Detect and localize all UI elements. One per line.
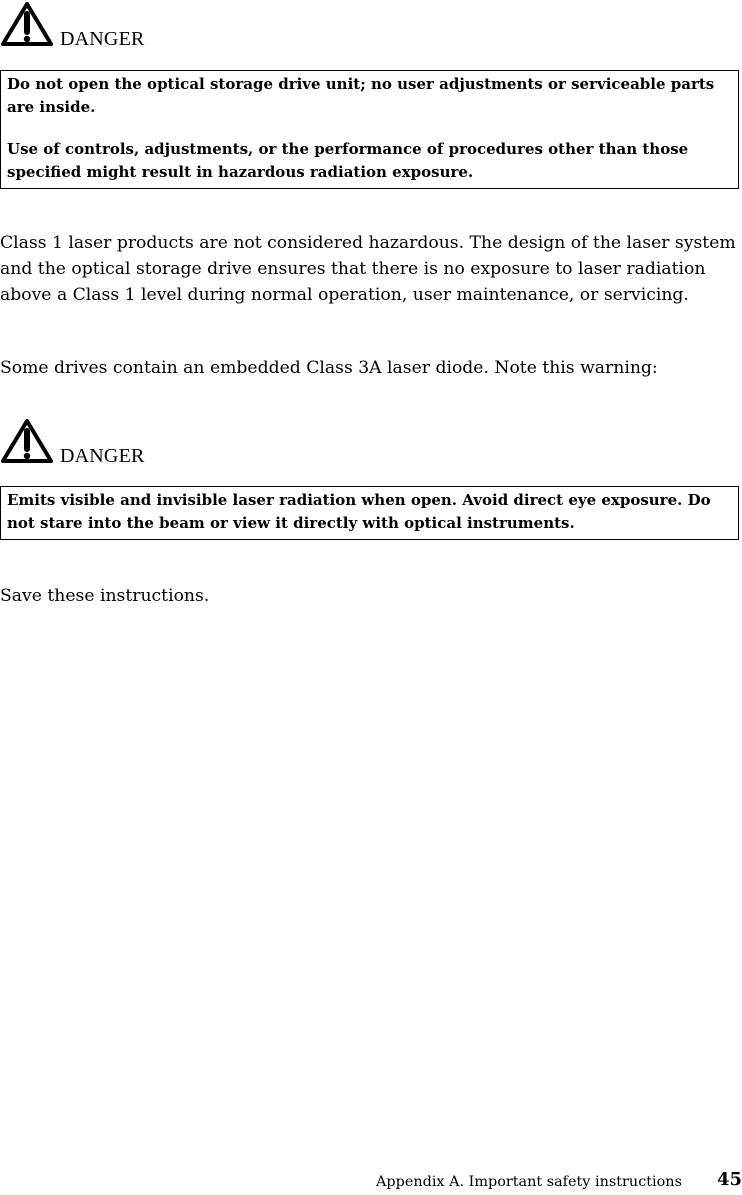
warning-icon <box>1 2 53 46</box>
body-paragraph-class3a: Some drives contain an embedded Class 3A laser diode. Note this warning: <box>0 358 658 378</box>
danger-label: DANGER <box>60 28 145 50</box>
footer-section-title: Appendix A. Important safety instructions <box>376 1174 682 1190</box>
danger-box-1 <box>0 70 739 189</box>
footer-page-number: 45 <box>717 1169 742 1190</box>
danger-text: Emits visible and invisible laser radiation when open. Avoid direct eye exposure. Do not stare into the beam or view it directly with optical instruments. <box>7 491 711 532</box>
danger-heading-2 <box>0 419 200 467</box>
body-paragraph-save: Save these instructions. <box>0 586 210 606</box>
danger-box-2 <box>0 486 739 540</box>
warning-icon <box>1 419 53 463</box>
danger-text: Use of controls, adjustments, or the performance of procedures other than those specified might result in hazardous radiation exposure. <box>7 140 689 181</box>
danger-text: Do not open the optical storage drive unit; no user adjustments or serviceable parts are inside. <box>7 75 715 116</box>
danger-heading-1 <box>0 2 200 50</box>
body-paragraph-class1: Class 1 laser products are not considered hazardous. The design of the laser system and the optical storage drive ensures that there is no exposure to laser radiation above a Class 1 level during normal operation, user maintenance, or servicing. <box>0 233 736 305</box>
danger-label: DANGER <box>60 445 145 467</box>
